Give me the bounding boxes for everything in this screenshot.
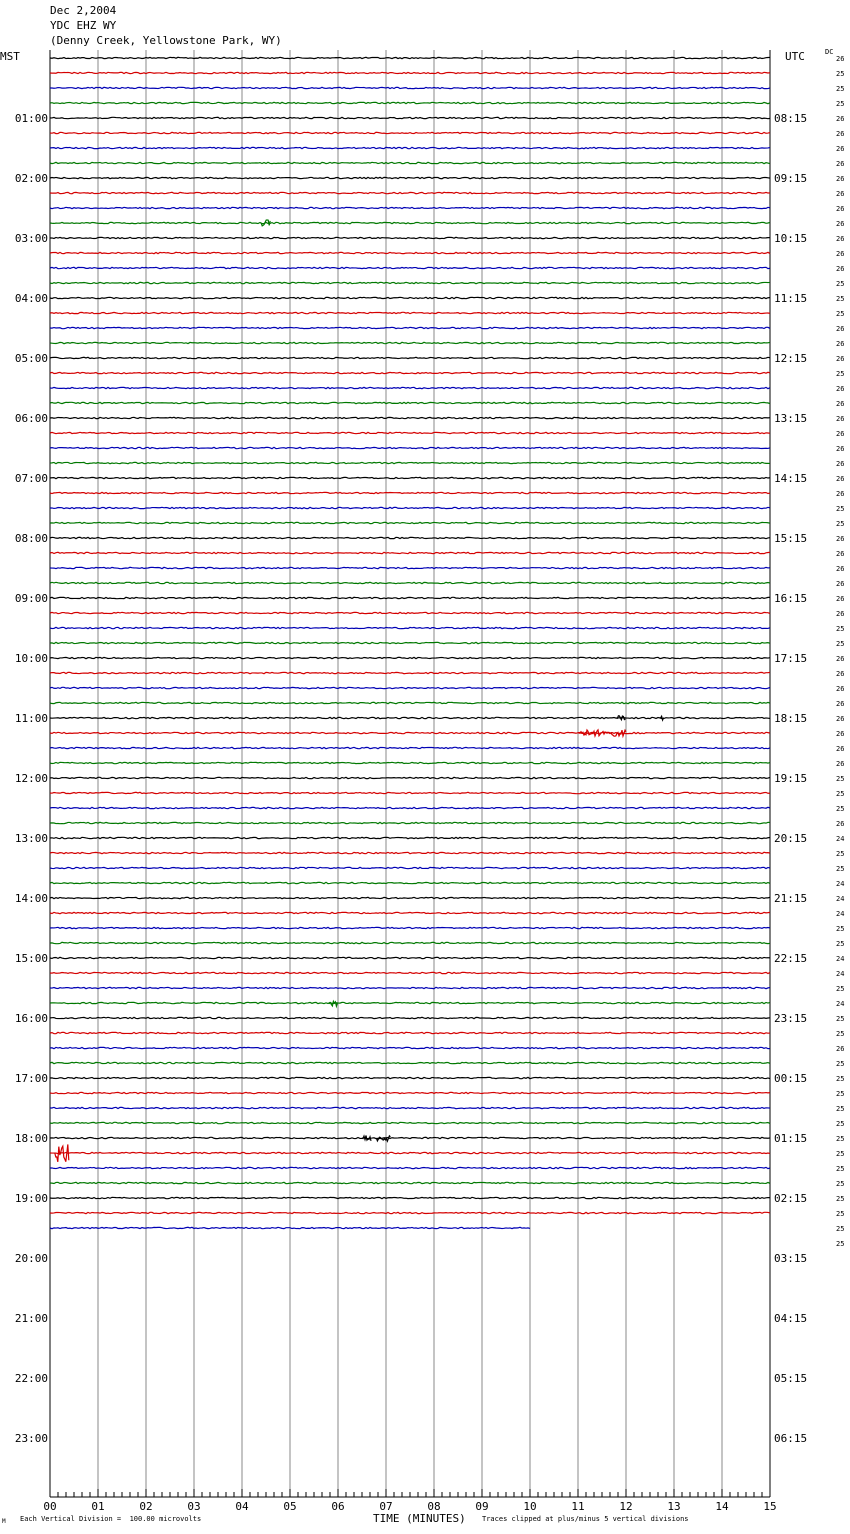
dc-offset-label: 25 xyxy=(836,1210,845,1218)
seismic-trace xyxy=(50,972,770,973)
left-hour-label: 11:00 xyxy=(14,712,48,725)
seismic-trace xyxy=(50,597,770,598)
dc-offset-label: 26 xyxy=(836,1045,845,1053)
left-hour-label: 10:00 xyxy=(14,652,48,665)
dc-offset-label: 24 xyxy=(836,910,845,918)
dc-offset-label: 25 xyxy=(836,1195,845,1203)
dc-offset-label: 24 xyxy=(836,895,845,903)
dc-offset-label: 25 xyxy=(836,85,845,93)
dc-header-label: DC xyxy=(825,48,834,56)
corner-mark: M xyxy=(2,1518,6,1525)
right-hour-label: 22:15 xyxy=(774,952,808,965)
seismic-trace xyxy=(50,1167,770,1168)
x-tick-label: 00 xyxy=(43,1500,57,1513)
seismic-trace xyxy=(50,1002,770,1003)
dc-offset-label: 25 xyxy=(836,280,845,288)
left-timezone-label: MST xyxy=(0,50,20,63)
time-axis xyxy=(43,1489,776,1513)
dc-offset-label: 25 xyxy=(836,370,845,378)
dc-offset-label: 26 xyxy=(836,820,845,828)
left-hour-label: 12:00 xyxy=(14,772,48,785)
x-tick-label: 08 xyxy=(427,1500,441,1513)
x-tick-label: 10 xyxy=(523,1500,537,1513)
seismic-trace xyxy=(50,1017,770,1018)
seismic-trace xyxy=(50,147,770,148)
seismic-event xyxy=(616,716,625,720)
seismic-trace xyxy=(50,762,770,763)
x-axis-title: TIME (MINUTES) xyxy=(373,1512,466,1525)
plot-date: Dec 2,2004 xyxy=(50,4,117,17)
seismic-trace xyxy=(50,447,770,448)
dc-offset-label: 25 xyxy=(836,1015,845,1023)
seismic-trace xyxy=(50,477,770,478)
dc-offset-label: 26 xyxy=(836,670,845,678)
x-tick-label: 13 xyxy=(667,1500,681,1513)
right-hour-label: 12:15 xyxy=(774,352,808,365)
dc-offset-label: 24 xyxy=(836,835,845,843)
left-hour-label: 23:00 xyxy=(14,1432,48,1445)
seismic-trace xyxy=(50,912,770,913)
seismic-trace xyxy=(50,57,770,58)
dc-offset-label: 26 xyxy=(836,445,845,453)
seismic-trace xyxy=(50,657,770,658)
dc-offset-label: 25 xyxy=(836,625,845,633)
seismic-trace xyxy=(50,417,770,418)
seismic-trace xyxy=(50,267,770,268)
seismic-trace xyxy=(50,837,770,838)
dc-offset-label: 25 xyxy=(836,1240,845,1248)
right-hour-label: 21:15 xyxy=(774,892,808,905)
dc-offset-label: 25 xyxy=(836,505,845,513)
left-hour-label: 08:00 xyxy=(14,532,48,545)
left-hour-label: 18:00 xyxy=(14,1132,48,1145)
seismic-trace xyxy=(50,702,770,703)
seismic-trace xyxy=(50,552,770,553)
dc-offset-label: 25 xyxy=(836,295,845,303)
seismic-trace xyxy=(50,507,770,508)
dc-offset-label: 26 xyxy=(836,580,845,588)
seismic-trace xyxy=(50,1212,770,1213)
dc-offset-label: 25 xyxy=(836,775,845,783)
dc-offset-label: 25 xyxy=(836,520,845,528)
seismic-trace xyxy=(50,807,770,808)
seismic-trace xyxy=(50,747,770,748)
dc-offset-label: 25 xyxy=(836,1150,845,1158)
x-tick-label: 06 xyxy=(331,1500,345,1513)
seismic-trace xyxy=(50,1092,770,1093)
seismic-trace xyxy=(50,1047,770,1048)
seismic-trace xyxy=(50,312,770,313)
seismic-trace xyxy=(50,327,770,328)
dc-offset-label: 26 xyxy=(836,730,845,738)
left-hour-label: 17:00 xyxy=(14,1072,48,1085)
left-hour-label: 20:00 xyxy=(14,1252,48,1265)
clip-note: Traces clipped at plus/minus 5 vertical divisions xyxy=(482,1515,689,1523)
left-hour-label: 03:00 xyxy=(14,232,48,245)
dc-offset-label: 25 xyxy=(836,940,845,948)
dc-offset-label: 26 xyxy=(836,190,845,198)
right-hour-label: 11:15 xyxy=(774,292,808,305)
seismic-trace xyxy=(50,132,770,133)
left-hour-label: 13:00 xyxy=(14,832,48,845)
dc-offset-label: 26 xyxy=(836,550,845,558)
dc-offset-label: 25 xyxy=(836,1135,845,1143)
dc-offset-label: 26 xyxy=(836,235,845,243)
left-hour-label: 06:00 xyxy=(14,412,48,425)
seismic-trace xyxy=(50,162,770,163)
left-hour-label: 04:00 xyxy=(14,292,48,305)
left-hour-label: 05:00 xyxy=(14,352,48,365)
right-hour-label: 08:15 xyxy=(774,112,808,125)
right-hour-label: 18:15 xyxy=(774,712,808,725)
seismic-trace xyxy=(50,357,770,358)
dc-offset-label: 26 xyxy=(836,340,845,348)
dc-offset-label: 26 xyxy=(836,715,845,723)
dc-offset-label: 26 xyxy=(836,385,845,393)
seismic-trace xyxy=(50,207,770,208)
x-tick-label: 11 xyxy=(571,1500,585,1513)
dc-offset-label: 26 xyxy=(836,250,845,258)
x-tick-label: 15 xyxy=(763,1500,777,1513)
seismic-trace xyxy=(50,567,770,568)
dc-offset-label: 25 xyxy=(836,1075,845,1083)
seismic-trace xyxy=(50,102,770,103)
seismic-trace xyxy=(50,222,770,223)
dc-offset-label: 26 xyxy=(836,595,845,603)
seismic-trace xyxy=(50,237,770,238)
seismic-trace xyxy=(50,297,770,298)
dc-offset-label: 25 xyxy=(836,70,845,78)
scale-note: Each Vertical Division = 100.00 microvolts xyxy=(20,1515,202,1523)
left-hour-label: 15:00 xyxy=(14,952,48,965)
seismic-trace xyxy=(50,432,770,433)
dc-offset-label: 25 xyxy=(836,790,845,798)
dc-offset-label: 24 xyxy=(836,955,845,963)
dc-offset-label: 25 xyxy=(836,985,845,993)
seismic-trace xyxy=(50,687,770,688)
seismic-trace xyxy=(50,537,770,538)
left-hour-label: 19:00 xyxy=(14,1192,48,1205)
left-hour-label: 16:00 xyxy=(14,1012,48,1025)
hour-labels xyxy=(15,55,845,1445)
dc-offset-label: 26 xyxy=(836,205,845,213)
seismic-trace xyxy=(50,1062,770,1063)
seismic-trace xyxy=(50,282,770,283)
dc-offset-label: 26 xyxy=(836,160,845,168)
dc-offset-label: 26 xyxy=(836,55,845,63)
right-hour-label: 01:15 xyxy=(774,1132,808,1145)
seismic-trace xyxy=(50,987,770,988)
seismic-trace xyxy=(50,732,770,733)
seismic-trace xyxy=(50,177,770,178)
right-hour-label: 16:15 xyxy=(774,592,808,605)
seismic-trace xyxy=(50,252,770,253)
seismic-trace xyxy=(50,582,770,583)
dc-offset-label: 24 xyxy=(836,880,845,888)
seismic-trace xyxy=(50,387,770,388)
right-hour-label: 04:15 xyxy=(774,1312,808,1325)
seismic-trace xyxy=(50,942,770,943)
dc-offset-label: 26 xyxy=(836,130,845,138)
dc-offset-label: 25 xyxy=(836,805,845,813)
dc-offset-label: 26 xyxy=(836,760,845,768)
left-hour-label: 02:00 xyxy=(14,172,48,185)
right-hour-label: 20:15 xyxy=(774,832,808,845)
left-hour-label: 21:00 xyxy=(14,1312,48,1325)
x-tick-label: 01 xyxy=(91,1500,105,1513)
dc-offset-label: 26 xyxy=(836,415,845,423)
right-hour-label: 23:15 xyxy=(774,1012,808,1025)
dc-offset-label: 25 xyxy=(836,865,845,873)
seismic-trace xyxy=(50,1032,770,1033)
dc-offset-label: 26 xyxy=(836,220,845,228)
dc-offset-label: 26 xyxy=(836,745,845,753)
dc-offset-label: 26 xyxy=(836,400,845,408)
x-tick-label: 03 xyxy=(187,1500,201,1513)
dc-offset-label: 25 xyxy=(836,925,845,933)
seismic-trace xyxy=(50,372,770,373)
seismic-trace xyxy=(50,777,770,778)
dc-offset-label: 26 xyxy=(836,655,845,663)
right-hour-label: 17:15 xyxy=(774,652,808,665)
x-tick-label: 12 xyxy=(619,1500,633,1513)
seismic-trace xyxy=(50,897,770,898)
dc-offset-label: 26 xyxy=(836,355,845,363)
seismic-trace xyxy=(50,462,770,463)
right-hour-label: 00:15 xyxy=(774,1072,808,1085)
seismic-traces xyxy=(50,57,770,1228)
seismic-trace xyxy=(50,642,770,643)
right-hour-label: 10:15 xyxy=(774,232,808,245)
left-hour-label: 14:00 xyxy=(14,892,48,905)
dc-offset-label: 26 xyxy=(836,115,845,123)
seismic-trace xyxy=(50,117,770,118)
dc-offset-label: 25 xyxy=(836,1180,845,1188)
dc-offset-label: 25 xyxy=(836,640,845,648)
x-tick-label: 07 xyxy=(379,1500,393,1513)
dc-offset-label: 26 xyxy=(836,490,845,498)
dc-offset-label: 26 xyxy=(836,700,845,708)
seismic-trace xyxy=(50,522,770,523)
dc-offset-label: 26 xyxy=(836,460,845,468)
right-hour-label: 06:15 xyxy=(774,1432,808,1445)
x-tick-label: 05 xyxy=(283,1500,297,1513)
right-hour-label: 15:15 xyxy=(774,532,808,545)
seismic-trace xyxy=(50,1077,770,1078)
seismic-trace xyxy=(50,87,770,88)
seismic-trace xyxy=(50,192,770,193)
dc-offset-label: 25 xyxy=(836,100,845,108)
dc-offset-label: 26 xyxy=(836,430,845,438)
seismic-trace xyxy=(50,627,770,628)
right-hour-label: 14:15 xyxy=(774,472,808,485)
dc-offset-label: 26 xyxy=(836,145,845,153)
seismic-trace xyxy=(50,867,770,868)
x-tick-label: 02 xyxy=(139,1500,153,1513)
dc-offset-label: 25 xyxy=(836,1120,845,1128)
seismic-trace xyxy=(50,492,770,493)
dc-offset-label: 25 xyxy=(836,850,845,858)
left-hour-label: 07:00 xyxy=(14,472,48,485)
seismic-trace xyxy=(50,1182,770,1183)
seismic-event xyxy=(660,716,664,720)
left-hour-label: 01:00 xyxy=(14,112,48,125)
seismic-trace xyxy=(50,612,770,613)
dc-offset-label: 26 xyxy=(836,175,845,183)
dc-offset-label: 26 xyxy=(836,535,845,543)
dc-offset-label: 25 xyxy=(836,1090,845,1098)
right-hour-label: 09:15 xyxy=(774,172,808,185)
right-timezone-label: UTC xyxy=(785,50,805,63)
left-hour-label: 09:00 xyxy=(14,592,48,605)
right-hour-label: 05:15 xyxy=(774,1372,808,1385)
seismic-trace xyxy=(50,927,770,928)
station-location: (Denny Creek, Yellowstone Park, WY) xyxy=(50,34,282,47)
station-code: YDC EHZ WY xyxy=(50,19,117,32)
x-tick-label: 14 xyxy=(715,1500,729,1513)
seismic-trace xyxy=(50,72,770,73)
seismic-trace xyxy=(50,342,770,343)
dc-offset-label: 25 xyxy=(836,1030,845,1038)
seismic-trace xyxy=(50,1137,770,1138)
seismic-trace xyxy=(50,1197,770,1198)
seismic-trace xyxy=(50,792,770,793)
seismic-trace xyxy=(50,672,770,673)
right-hour-label: 03:15 xyxy=(774,1252,808,1265)
dc-offset-label: 26 xyxy=(836,265,845,273)
seismic-trace xyxy=(50,1107,770,1108)
dc-offset-label: 25 xyxy=(836,1225,845,1233)
seismic-trace xyxy=(50,957,770,958)
dc-offset-label: 25 xyxy=(836,1060,845,1068)
seismic-trace xyxy=(50,1152,770,1153)
seismic-trace xyxy=(50,852,770,853)
dc-offset-label: 26 xyxy=(836,685,845,693)
right-hour-label: 19:15 xyxy=(774,772,808,785)
x-tick-label: 04 xyxy=(235,1500,249,1513)
dc-offset-label: 26 xyxy=(836,565,845,573)
seismic-trace xyxy=(50,822,770,823)
right-hour-label: 02:15 xyxy=(774,1192,808,1205)
left-hour-label: 22:00 xyxy=(14,1372,48,1385)
seismic-trace xyxy=(50,882,770,883)
dc-offset-label: 24 xyxy=(836,1000,845,1008)
dc-offset-label: 25 xyxy=(836,1165,845,1173)
dc-offset-label: 25 xyxy=(836,1105,845,1113)
seismic-event xyxy=(362,1136,371,1141)
dc-offset-label: 25 xyxy=(836,310,845,318)
dc-offset-label: 26 xyxy=(836,325,845,333)
x-tick-label: 09 xyxy=(475,1500,489,1513)
dc-offset-label: 26 xyxy=(836,610,845,618)
dc-offset-label: 26 xyxy=(836,475,845,483)
seismic-trace xyxy=(50,1122,770,1123)
dc-offset-label: 24 xyxy=(836,970,845,978)
right-hour-label: 13:15 xyxy=(774,412,808,425)
seismic-trace xyxy=(50,402,770,403)
